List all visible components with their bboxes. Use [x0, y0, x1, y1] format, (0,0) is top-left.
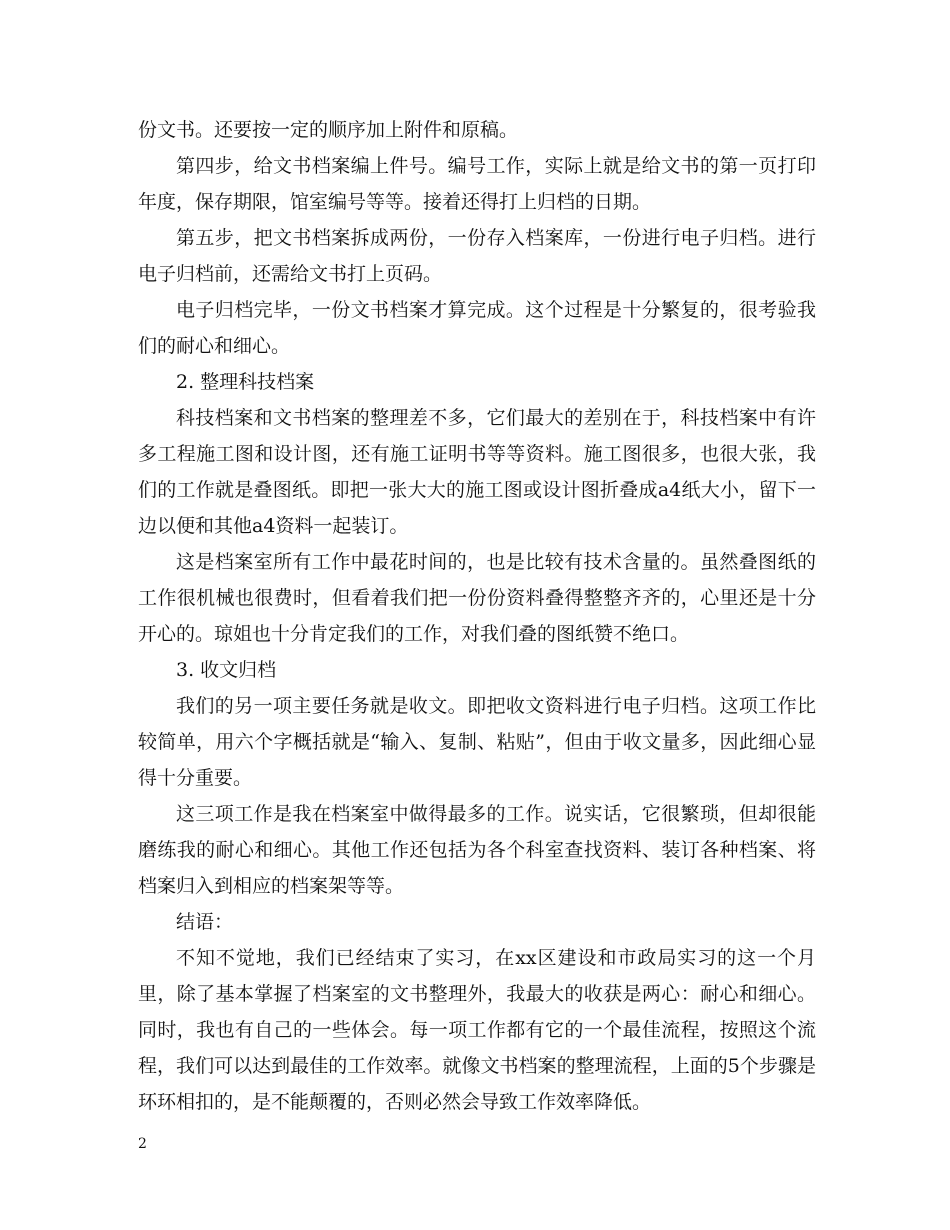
paragraph: 份文书。还要按一定的顺序加上附件和原稿。 [138, 119, 519, 141]
paragraph: 这三项工作是我在档案室中做得最多的工作。说实话，它很繁琐，但却很能磨练我的耐心和细心。其他工作还包括为各个科室查找资料、装订各种档案、将档案归入到相应的档案架等等。 [138, 803, 816, 897]
section-heading: 3. 收文归档 [176, 659, 277, 681]
paragraph: 电子归档完毕，一份文书档案才算完成。这个过程是十分繁复的，很考验我们的耐心和细心。 [138, 299, 816, 357]
document-body [138, 112, 816, 1120]
paragraph: 第四步，给文书档案编上件号。编号工作，实际上就是给文书的第一页打印年度，保存期限，馆室编号等等。接着还得打上归档的日期。 [138, 155, 816, 213]
paragraph: 我们的另一项主要任务就是收文。即把收文资料进行电子归档。这项工作比较简单，用六个字概括就是“输入、复制、粘贴”，但由于收文量多，因此细心显得十分重要。 [138, 695, 816, 789]
page-number: 2 [138, 1136, 147, 1152]
section-heading: 结语： [176, 911, 234, 933]
paragraph: 这是档案室所有工作中最花时间的，也是比较有技术含量的。虽然叠图纸的工作很机械也很费时，但看着我们把一份份资料叠得整整齐齐的，心里还是十分开心的。琼姐也十分肯定我们的工作，对我们叠的图纸赞不绝口。 [138, 551, 816, 645]
paragraph: 科技档案和文书档案的整理差不多，它们最大的差别在于，科技档案中有许多工程施工图和设计图，还有施工证明书等等资料。施工图很多，也很大张，我们的工作就是叠图纸。即把一张大大的施工图或设计图折叠成a4纸大小，留下一边以便和其他a4资料一起装订。 [138, 407, 816, 537]
paragraph: 不知不觉地，我们已经结束了实习，在xx区建设和市政局实习的这一个月里，除了基本掌握了档案室的文书整理外，我最大的收获是两心：耐心和细心。同时，我也有自己的一些体会。每一项工作都有它的一个最佳流程，按照这个流程，我们可以达到最佳的工作效率。就像文书档案的整理流程，上面的5个步骤是环环相扣的，是不能颠覆的，否则必然会导致工作效率降低。 [138, 947, 816, 1113]
paragraph: 第五步，把文书档案拆成两份，一份存入档案库，一份进行电子归档。进行电子归档前，还需给文书打上页码。 [138, 227, 816, 285]
section-heading: 2. 整理科技档案 [176, 371, 315, 393]
